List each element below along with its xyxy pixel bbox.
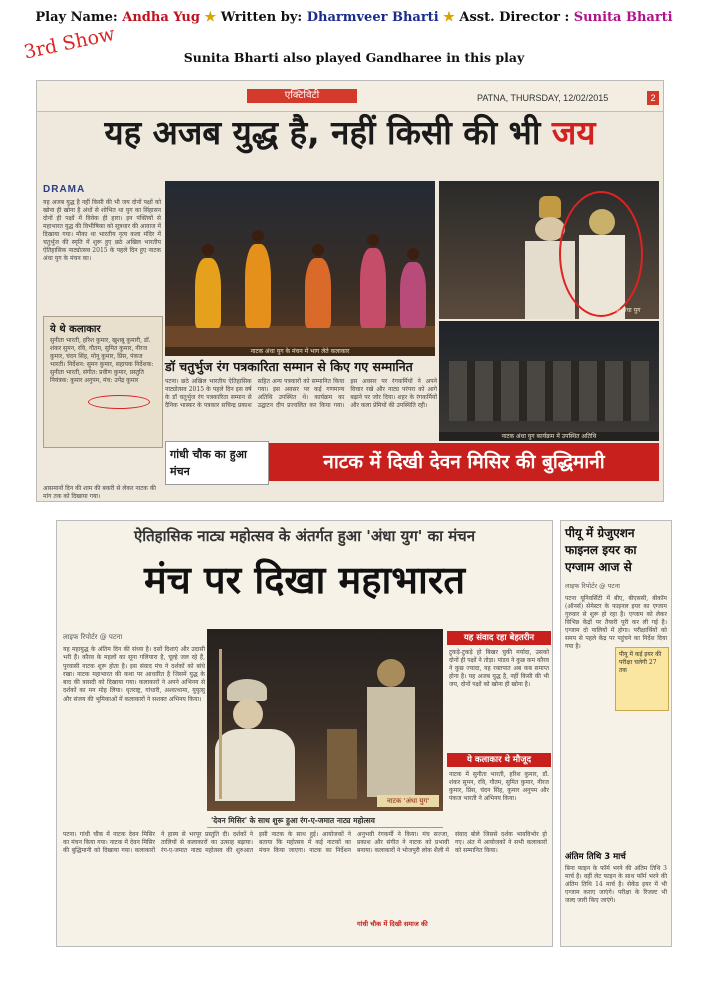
- headline: [37, 111, 663, 155]
- cast-box-title: ये कलाकार थे मौजूद: [447, 753, 551, 767]
- subhead-bar: [207, 815, 443, 828]
- side-box-title: यह संवाद रहा बेहतरीन: [447, 631, 551, 645]
- subhead: डॉ चतुर्भुज रंग पत्रकारिता सम्मान से किए गए सम्मानित: [165, 359, 413, 374]
- newspaper-clipping-2: [56, 520, 553, 947]
- gandhi-chowk-text: गांधी चौक का हुआ मंचन: [170, 448, 247, 478]
- activity-tag: एक्टिविटी: [247, 89, 357, 103]
- photo-caption: नाटक अंधा युग के मंचन में भाग लेते कलाकार: [165, 347, 435, 356]
- actors-photo: [439, 181, 659, 319]
- intro-paragraph: यह अजब युद्ध है नहीं किसी की भी जय दोनों पक्षों को खोना ही खोना है अंधों से शोभित था युग का सिंहासन दोनों ही पक्षों में विवेक ही हारा। इन पंक्तियों से महाभारत युद्ध की विभीषिका को सूत्रधार की आवाज में दिखाया गया। मौका था भारतीय नृत्य कला मंदिर में चतुर्भुज की स्मृति में शुरू हुए छठे अखिल भारतीय ऐतिहासिक नाट्योत्सव 2015 के पहले दिन हुए नाटक अंधा युग के मंचन का।: [43, 199, 161, 262]
- dancer-figure: [400, 262, 426, 328]
- dancer-figure: [305, 258, 331, 328]
- dancer-head: [252, 230, 264, 242]
- article-body: पटना। छठे अखिल भारतीय ऐतिहासिक नाट्योत्सव 2015 के पहले दिन इस वर्ष के डॉ चतुर्भुज रंग पत्रकारिता सम्मान से दैनिक भास्कर के पत्रकार सचिन्द्र प्रकाश सहित अन्य पत्रकारों को सम्मानित किया गया। इस अवसर पर कई गणमान्य अतिथि उपस्थित थे। कार्यक्रम का उद्घाटन दीप प्रज्वलित कर किया गया। इस अवसर पर रंगकर्मियों ने अपने विचार रखे और नाट्य परंपरा को आगे बढ़ाने पर जोर दिया। शहर के रंगकर्मियों और कला प्रेमियों की उपस्थिति रही।: [165, 378, 437, 409]
- actor-body: [215, 729, 295, 801]
- actor-face: [377, 659, 405, 687]
- red-banner: [269, 443, 659, 481]
- photo-caption: नाटक 'अंधा युग': [377, 795, 439, 807]
- cast-box: [43, 316, 163, 448]
- kicker: ऐतिहासिक नाट्य महोत्सव के अंतर्गत हुआ 'अंधा युग' का मंचन: [133, 527, 476, 545]
- actor-body: [367, 687, 415, 797]
- page-number: 2: [647, 91, 659, 105]
- photo-caption: नाटक अंधा युग कार्यक्रम में उपस्थित अतिथि: [439, 432, 659, 441]
- dancer-head: [312, 244, 324, 256]
- article-body-2: बिना फाइन के फॉर्म भरने की अंतिम तिथि 3 मार्च है। वहीं लेट फाइन के साथ फॉर्म भरने की अंतिम तिथि 14 मार्च है। सेकेंड इयर में भी एग्जाम कराए जाएंगे। परीक्षा के रिजल्ट भी जल्द जारी किए जाएंगे।: [565, 865, 667, 904]
- play-label: Play Name:: [35, 10, 118, 25]
- newspaper-clipping-3: [560, 520, 672, 947]
- written-label: Written by:: [220, 10, 303, 25]
- side-box-text: टुकड़े-टुकड़े हो बिखर चुकी मर्यादा, उसको दोनों ही पक्षों ने तोड़ा। पांडव ने कुछ कम कौरव ने कुछ ज्यादा, यह रक्तपात अब कब समाप्त होना है। यह अजब युद्ध है, नहीं किसी की भी जय, दोनों पक्षों को खोना ही खोना है।: [449, 649, 549, 688]
- cast-box-title: ये थे कलाकार: [50, 324, 101, 335]
- bottom-text: आसमानों दिन की शाम की बकरी से लेकर नाटक की मांग तक को दिखाया गया।: [43, 485, 156, 500]
- audience-row: [449, 361, 649, 421]
- headline: मंच पर दिखा महाभारत: [143, 558, 466, 602]
- article-body: यह महायुद्ध के अंतिम दिन की संध्या है। दसों दिशाएं और उदासी भरी हैं। कौरव के महलों का सूना गलियारा है, चूल्हे जल रहे हैं, पुरवासी नाटक शुरू होता है। इस संवाद मंच ने दर्शकों को बांधे रखा। नाटक महाभारत की कथा पर आधारित है जिसमें युद्ध के बाद की त्रासदी को दिखाया गया। कलाकारों ने अपने अभिनय से दर्शकों का मन मोह लिया। धृतराष्ट्र, गांधारी, अश्वत्थामा, युयुत्सु और संजय की भूमिकाओं में कलाकारों ने सशक्त अभिनय किया।: [63, 646, 205, 703]
- cast-box-text: सुनीता भारती, हरिश कुमार, खुशबू कुमारी, डॉ. शंकर सुमन, रवि, गौतम, सुमित कुमार, नीरज कुमार, चंदन सिंह, मोनू कुमार, प्रिंस, पंकज भारती। निर्देशन: सुमन कुमार, सहायक निर्देशक: सुनीता भारती, संगीत: प्रवीण कुमार, प्रस्तुति नियंत्रक: कुमार अनुपम, मंच: उपेंद्र कुमार: [50, 337, 154, 384]
- article-body: पटना यूनिवर्सिटी में बीए, बीएससी, बीकॉम (ऑनर्स) सेमेस्टर के फाइनल इयर का एग्जाम गुरुवार से शुरू हो रहा है। एग्जाम को लेकर विभिन्न केंद्रों पर तैयारी पूरी कर ली गई है। एग्जाम दो पालियों में होगा। परीक्षार्थियों को समय से पहले केंद्र पर पहुंचने का निर्देश दिया गया है।: [565, 595, 667, 650]
- dance-photo: [165, 181, 435, 356]
- headline-red-word: जय: [551, 113, 596, 152]
- crown-shape: [539, 196, 561, 218]
- dancer-head: [407, 248, 419, 260]
- asst-director-label: Asst. Director :: [459, 10, 570, 25]
- byline: लाइफ रिपोर्टर @ पटना: [565, 582, 620, 590]
- subline: Sunita Bharti also played Gandharee in this play: [183, 50, 525, 65]
- cast-box-text: नाटक में सुनीता भारती, हरिश कुमार, डॉ. शंकर सुमन, रवि, गौतम, सुमित कुमार, नीरज कुमार, प्रिंस, चंदन सिंह, कुमार अनुपम और पंकज भारती ने अभिनय किया।: [449, 771, 549, 802]
- newspaper-clipping-1: [36, 80, 664, 502]
- dancer-figure: [195, 258, 221, 328]
- audience-photo: [439, 321, 659, 441]
- photo-caption: नाटक अंधा युग: [607, 307, 641, 314]
- mini-caption: गांधी चौक में दिखी समाज की: [357, 920, 428, 928]
- red-highlight-oval: [88, 395, 150, 409]
- subhead: 'देवन मिसिर' के साथ शुरू हुआ रंग-ए-जमात नाट्य महोत्सव: [211, 816, 375, 825]
- spear-shape: [219, 649, 222, 799]
- writer-name: Dharmveer Bharti: [306, 10, 439, 25]
- red-circle-mark: [559, 191, 643, 317]
- background-figure: [327, 729, 357, 799]
- crown-shape: [227, 679, 267, 701]
- article-columns: पटना। गांधी चौक में नाटक देवन मिसिर का मंचन किया गया। नाटक में देवन मिसिर की बुद्धिमानी को दिखाया गया। कलाकारों ने हास्य से भरपूर प्रस्तुति दी। दर्शकों ने तालियों से कलाकारों का उत्साह बढ़ाया। रंग-ए-जमात नाट्य महोत्सव की शुरुआत इसी नाटक के साथ हुई। आयोजकों ने बताया कि महोत्सव में कई नाटकों का मंचन किया जाएगा। नाटक का निर्देशन अनुभवी रंगकर्मी ने किया। मंच सज्जा, प्रकाश और संगीत ने नाटक को प्रभावी बनाया। कलाकारों ने भोजपुरी लोक शैली में संवाद बोले जिससे दर्शक भावविभोर हो गए। अंत में आयोजकों ने सभी कलाकारों को सम्मानित किया।: [63, 831, 547, 854]
- byline: लाइफ रिपोर्टर @ पटना: [63, 633, 123, 641]
- bullet-box: [615, 647, 669, 711]
- dancer-figure: [360, 248, 386, 328]
- play-name: Andha Yug: [122, 10, 200, 25]
- subhead: अंतिम तिथि 3 मार्च: [565, 852, 626, 862]
- dancer-figure: [245, 244, 271, 328]
- section-label: DRAMA: [43, 184, 86, 195]
- bullet-text: पीयू में कई इयर की परीक्षा चलेगी 27 तक: [619, 651, 662, 674]
- gandhi-chowk-box: [165, 441, 269, 485]
- headline: पीयू में ग्रेजुएशन फाइनल इयर का एग्जाम आज से: [565, 526, 637, 574]
- star-icon: ★: [204, 10, 217, 25]
- star-icon: ★: [443, 10, 455, 25]
- dancer-head: [367, 234, 379, 246]
- show-tag: 3rd Show: [22, 22, 117, 64]
- asst-director-name: Sunita Bharti: [573, 10, 673, 25]
- article-intro: [43, 199, 161, 266]
- header-line: [0, 10, 708, 25]
- dateline: PATNA, THURSDAY, 12/02/2015: [477, 93, 609, 103]
- play-photo: [207, 629, 443, 811]
- headline-main: यह अजब युद्ध है, नहीं किसी की भी: [104, 113, 552, 152]
- red-banner-text: नाटक में दिखी देवन मिसिर की बुद्धिमानी: [323, 451, 605, 473]
- dancer-head: [202, 244, 214, 256]
- actor-face: [233, 699, 263, 729]
